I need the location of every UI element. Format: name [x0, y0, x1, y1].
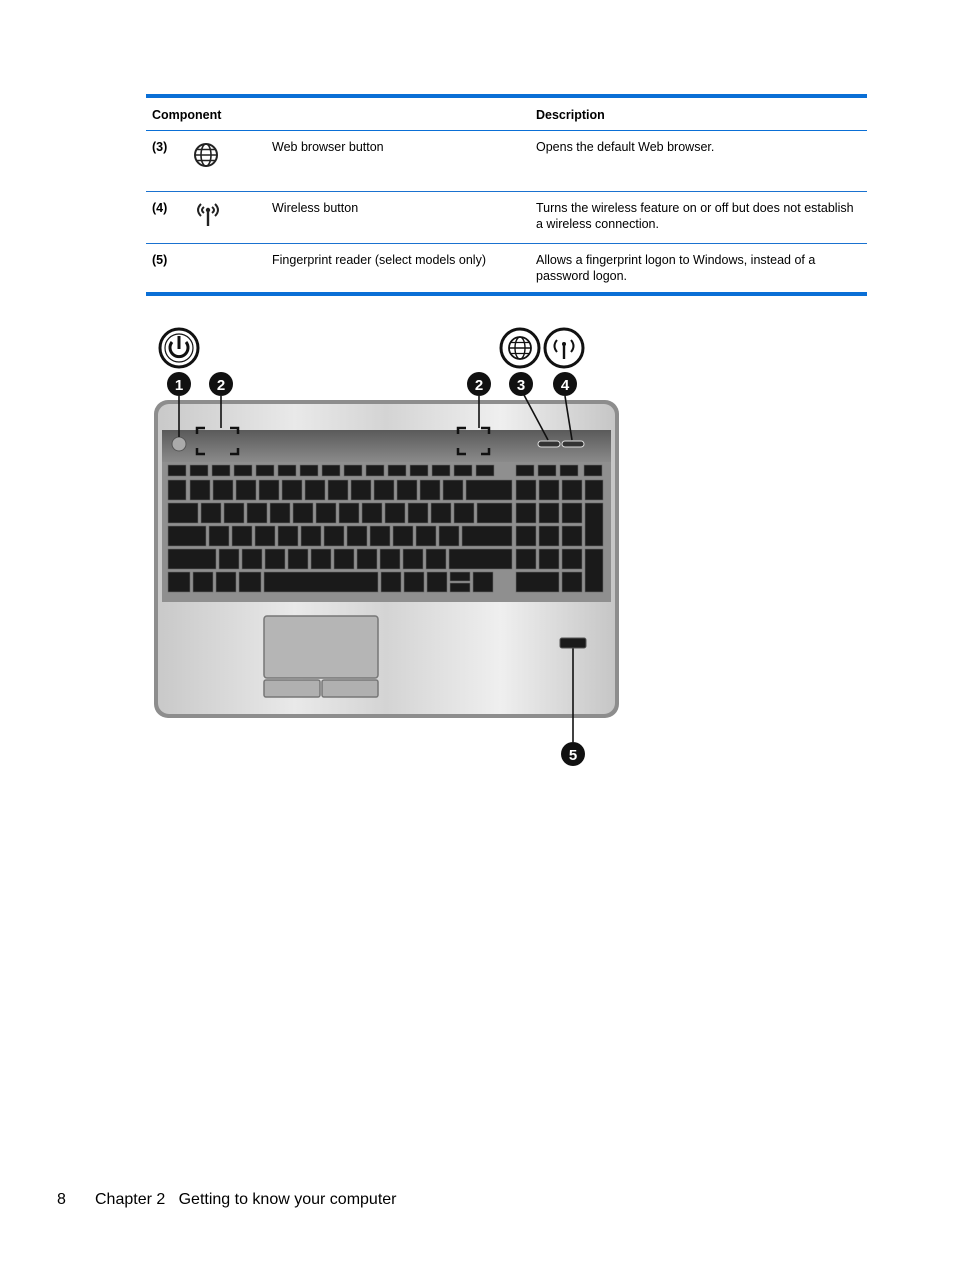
svg-text:3: 3: [516, 377, 526, 394]
svg-text:5: 5: [568, 747, 578, 764]
svg-text:1: 1: [174, 377, 184, 394]
component-name: Web browser button: [266, 131, 530, 192]
svg-text:4: 4: [560, 377, 570, 394]
web-browser-button: [538, 441, 560, 447]
component-number: (5): [146, 244, 194, 295]
callout-4: [553, 372, 577, 396]
page-footer: [57, 1191, 396, 1209]
table-row: [146, 192, 867, 244]
component-header: Component: [146, 96, 530, 131]
callout-2: [209, 372, 233, 396]
fingerprint-reader: [560, 638, 586, 648]
wireless-antenna-icon: [545, 329, 583, 367]
power-icon: [160, 329, 198, 367]
callout-2: [467, 372, 491, 396]
callout-1: [167, 372, 191, 396]
callout-3: [509, 372, 533, 396]
globe-icon: [501, 329, 539, 367]
wireless-antenna-icon: [190, 200, 226, 232]
callout-5: [561, 742, 585, 766]
table-row: [146, 131, 867, 192]
globe-icon: [192, 141, 220, 173]
wireless-button: [562, 441, 584, 447]
description-header: Description: [530, 96, 867, 131]
component-name: Wireless button: [266, 192, 530, 244]
components-table: [146, 94, 867, 296]
chapter-title: Chapter 2 Getting to know your computer: [95, 1191, 397, 1208]
component-description: Opens the default Web browser.: [530, 131, 867, 192]
svg-text:2: 2: [474, 377, 484, 394]
table-row: [146, 244, 867, 295]
component-number: (3): [146, 131, 194, 192]
svg-text:2: 2: [216, 377, 226, 394]
component-name: Fingerprint reader (select models only): [266, 244, 530, 295]
power-button: [172, 437, 186, 451]
laptop-keyboard-figure: [148, 322, 628, 772]
component-number: (4): [146, 192, 194, 244]
page-number: 8: [57, 1191, 66, 1208]
component-description: Turns the wireless feature on or off but does not establish a wireless connection.: [530, 192, 867, 244]
component-description: Allows a fingerprint logon to Windows, instead of a password logon.: [530, 244, 867, 295]
